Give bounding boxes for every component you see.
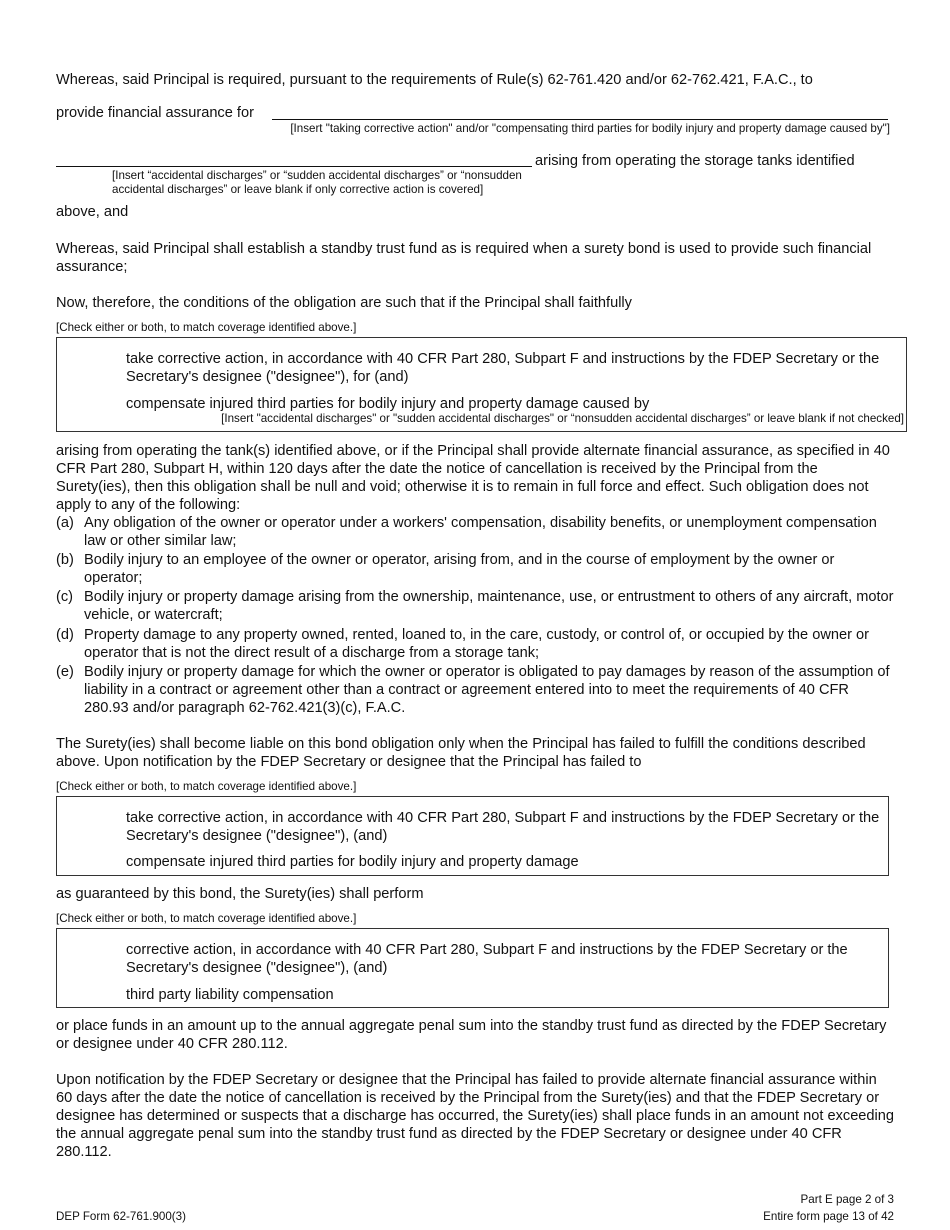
exclusion-text: Bodily injury to an employee of the owner or operator, arising from, and in the course of employment by the owner or operator; [84, 552, 835, 586]
box1-hint: [Insert "accidental discharges" or "sudden accidental discharges" or “nonsudden accidental discharges” or leave blank if not checked] [221, 412, 904, 425]
footer-entire-page: Entire form page 13 of 42 [763, 1210, 894, 1223]
discharge-type-hint-line-2: accidental discharges” or leave blank if only corrective action is covered] [112, 183, 484, 196]
exclusion-label: (e) [56, 664, 74, 680]
guaranteed-text: as guaranteed by this bond, the Surety(ies) shall perform [56, 886, 424, 902]
arising-paragraph: arising from operating the tank(s) identified above, or if the Principal shall provide alternate financial assurance, as specified in 40 CFR Part 280, Subpart H, within 120 days after the date the notice of cancellation is received by the Principal from the Surety(ies), then this obligation shall be null and void; otherwise it is to remain in full force and effect. Such obligation does not apply to any of the following: [56, 443, 890, 513]
check-note-1: [Check either or both, to match coverage identified above.] [56, 321, 357, 334]
now-therefore-paragraph: Now, therefore, the conditions of the obligation are such that if the Principal shall faithfully [56, 295, 632, 311]
exclusion-label: (b) [56, 552, 74, 568]
discharge-type-field[interactable] [56, 166, 532, 167]
exclusion-d [56, 626, 896, 662]
footer-form-id: DEP Form 62-761.900(3) [56, 1210, 186, 1223]
discharge-type-hint-line-1: [Insert “accidental discharges” or “sudden accidental discharges” or “nonsudden [112, 169, 522, 182]
coverage-type-hint: [Insert "taking corrective action" and/or "compensating third parties for bodily injury and property damage caused by"] [290, 122, 890, 135]
check-note-3: [Check either or both, to match coverage identified above.] [56, 912, 357, 925]
box2-compensate-option[interactable]: compensate injured third parties for bodily injury and property damage [126, 854, 579, 870]
exclusion-e [56, 663, 896, 717]
box1-compensate-option[interactable]: compensate injured third parties for bodily injury and property damage caused by [126, 396, 650, 412]
footer-part-page: Part E page 2 of 3 [800, 1193, 894, 1206]
intro-line-2-prefix: provide financial assurance for [56, 105, 254, 121]
exclusion-text: Property damage to any property owned, rented, loaned to, in the care, custody, or control of, or occupied by the owner or operator that is not the direct result of a discharge from a storage tank; [84, 627, 869, 661]
exclusion-c [56, 588, 896, 624]
surety-liable-paragraph: The Surety(ies) shall become liable on this bond obligation only when the Principal has failed to fulfill the conditions described above. Upon notification by the FDEP Secretary or designee that the Principal has failed to [56, 736, 866, 770]
arising-text: arising from operating the storage tanks identified [535, 153, 855, 169]
place-funds-paragraph: or place funds in an amount up to the annual aggregate penal sum into the standby trust fund as directed by the FDEP Secretary or designee under 40 CFR 280.112. [56, 1018, 887, 1052]
standby-trust-paragraph: Whereas, said Principal shall establish a standby trust fund as is required when a surety bond is used to provide such financial assurance; [56, 241, 872, 275]
exclusion-label: (c) [56, 589, 74, 605]
exclusion-text: Bodily injury or property damage arising from the ownership, maintenance, use, or entrustment to others of any aircraft, motor vehicle, or watercraft; [84, 589, 894, 623]
upon-notification-paragraph: Upon notification by the FDEP Secretary or designee that the Principal has failed to provide alternate financial assurance within 60 days after the date the notice of cancellation is received by the Principal from the Surety(ies) and that the FDEP Secretary or designee has determined or suspects that a discharge has occurred, the Surety(ies) shall place funds in an amount not exceeding the annual aggregate penal sum into the standby trust fund as directed by the FDEP Secretary or designee under 40 CFR 280.112. [56, 1072, 895, 1160]
box3-third-party-option[interactable]: third party liability compensation [126, 987, 334, 1003]
intro-line-1: Whereas, said Principal is required, pursuant to the requirements of Rule(s) 62-761.420 and/or 62-762.421, F.A.C., to [56, 72, 813, 88]
above-and-text: above, and [56, 204, 129, 220]
exclusion-label: (d) [56, 627, 74, 643]
box3-corrective-action-option[interactable]: corrective action, in accordance with 40 CFR Part 280, Subpart F and instructions by the FDEP Secretary or the Secretary's designee ("designee"), (and) [126, 942, 848, 976]
coverage-type-field[interactable] [272, 119, 888, 120]
exclusion-b [56, 551, 896, 587]
exclusion-label: (a) [56, 515, 74, 531]
box1-corrective-action-option[interactable]: take corrective action, in accordance with 40 CFR Part 280, Subpart F and instructions by the FDEP Secretary or the Secretary's designee ("designee"), for (and) [126, 351, 880, 385]
exclusion-text: Any obligation of the owner or operator under a workers' compensation, disability benefits, or unemployment compensation law or other similar law; [84, 515, 877, 549]
exclusion-text: Bodily injury or property damage for which the owner or operator is obligated to pay damages by reason of the assumption of liability in a contract or agreement other than a contract or agreement entered into to meet the requirements of 40 CFR 280.93 and/or paragraph 62-762.421(3)(c), F.A.C. [84, 664, 890, 716]
exclusion-a [56, 514, 896, 550]
box2-corrective-action-option[interactable]: take corrective action, in accordance with 40 CFR Part 280, Subpart F and instructions by the FDEP Secretary or the Secretary's designee ("designee"), (and) [126, 810, 880, 844]
check-note-2: [Check either or both, to match coverage identified above.] [56, 780, 357, 793]
